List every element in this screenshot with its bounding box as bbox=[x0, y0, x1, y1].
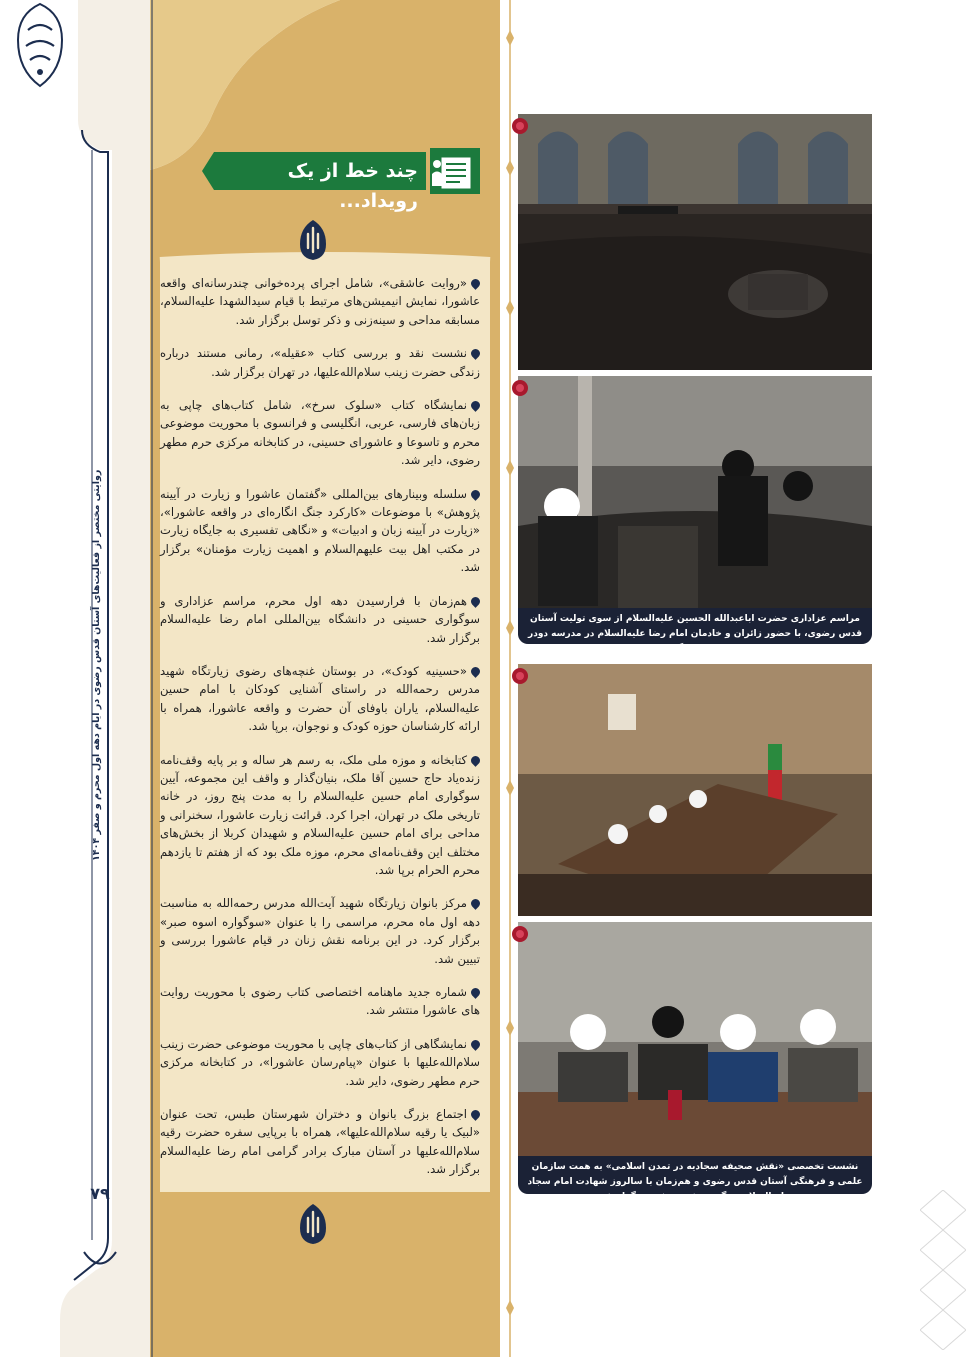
bullet-icon bbox=[469, 399, 482, 412]
hand-ornament-icon bbox=[296, 218, 330, 262]
magazine-logo bbox=[0, 0, 80, 90]
news-item: نمایشگاه کتاب «سلوک سرخ»، شامل کتاب‌های چاپی به زبان‌های فارسی، عربی، انگلیسی و فرانسوی با محوریت موضوعی محرم و تاسوعا و عاشورای حسینی، در کتابخانه مرکزی حرم مطهر رضوی، دایر شد. bbox=[160, 398, 480, 468]
news-item: «حسینیه کودک»، در بوستان غنچه‌های رضوی زیارتگاه شهید مدرس رحمه‌الله در راستای آشنایی کودکان با امام حسین علیه‌السلام، یاران باوفای آن حضرت و واقعه عاشورا، همراه با ارائه کارشناسان حوزه کودک و نوجوان، برپا شد. bbox=[160, 663, 480, 734]
rose-icon bbox=[510, 666, 530, 686]
bullet-icon bbox=[469, 347, 482, 360]
news-item: شماره جدید ماهنامه اختصاصی کتاب رضوی با محوریت روایت های عاشورا منتشر شد. bbox=[160, 985, 480, 1018]
photo-seminar bbox=[518, 922, 872, 1156]
news-item: هم‌زمان با فرارسیدن دهه اول محرم، مراسم عزاداری و سوگواری حسینی در دانشگاه بین‌المللی امام رضا علیه‌السلام برگزار شد. bbox=[160, 593, 480, 645]
photo-courtyard-gathering bbox=[518, 114, 872, 370]
book-icon bbox=[428, 152, 476, 192]
bullet-icon bbox=[469, 665, 482, 678]
photo-caption: مراسم عزاداری حضرت اباعبدالله الحسین علیه‌السلام از سوی تولیت آستان قدس رضوی، با حضور زائران و خادمان امام رضا علیه‌السلام در مدرسه دودر حرم مطهر برگزار شد bbox=[518, 608, 872, 644]
photo-caption: نشست تخصصی «نقش صحیفه سجادیه در تمدن اسلامی» به همت سازمان علمی و فرهنگی آستان قدس رضوی و هم‌زمان با سالروز شهادت امام سجاد علیه‌السلام در گنبد خشتی مشهد برگزار شد bbox=[518, 1156, 872, 1194]
news-list bbox=[160, 274, 480, 1194]
rose-icon bbox=[510, 378, 530, 398]
photo-clerics-ceremony bbox=[518, 376, 872, 610]
photo-meeting-room bbox=[518, 664, 872, 916]
bullet-icon bbox=[469, 1108, 482, 1121]
news-item: نشست نقد و بررسی کتاب «عقیله»، رمانی مستند درباره زندگی حضرت زینب سلام‌الله‌علیها، در تهران برگزار شد. bbox=[160, 346, 480, 379]
bullet-icon bbox=[469, 898, 482, 911]
hand-ornament-icon bbox=[296, 1202, 330, 1246]
news-item: «روایت عاشقی»، شامل اجرای پرده‌خوانی چندرسانه‌ای واقعه عاشورا، نمایش انیمیشن‌های مرتبط با قیام سیدالشهدا علیه‌السلام، مسابقه مداحی و سینه‌زنی و ذکر توسل برگزار شد. bbox=[160, 276, 480, 327]
rose-icon bbox=[510, 116, 530, 136]
bullet-icon bbox=[469, 595, 482, 608]
news-item: کتابخانه و موزه ملی ملک، به رسم هر ساله و بر پایه وقف‌نامه زنده‌یاد حاج حسین آقا ملک، بنیان‌گذار و واقف این مجموعه، آیین سوگواری امام حسین علیه‌السلام را به مدت پنج روز، در خانه تاریخی ملک در تهران، اجرا کرد. قرائت زیارت عاشورا، سخنرانی و مداحی برای امام حسین علیه‌السلام و شهیدان کربلا از بخش‌های مختلف این وقف‌نامه‌ای محرم، موزه ملک بود که از هفتم تا یازدهم محرم الحرام برپا شد. bbox=[160, 752, 480, 877]
strip-frame bbox=[0, 0, 150, 1357]
bullet-icon bbox=[469, 1038, 482, 1051]
bullet-icon bbox=[469, 986, 482, 999]
side-section-label: روایتی مختصر از فعالیت‌های آستان قدس رضوی در ایام دهه اول محرم و صفر ۱۴۰۴ bbox=[91, 469, 102, 861]
news-item: سلسله وبینارهای بین‌المللی «گفتمان عاشورا و زیارت در آیینه پژوهش» با موضوعات «کارکرد جنگ انگاره‌ای در واقعه عاشورا»، «زیارت در آیینه زبان و ادبیات» و «نگاهی تفسیری به جایگاه زیارت در مکتب اهل بیت علیهم‌السلام و اهمیت زیارت مؤمنان» برگزار شد. bbox=[160, 486, 480, 575]
section-heading bbox=[200, 148, 482, 212]
rose-icon bbox=[510, 924, 530, 944]
photo-column bbox=[500, 0, 966, 1357]
bullet-icon bbox=[469, 754, 482, 767]
news-item: نمایشگاهی از کتاب‌های چاپی با محوریت موضوعی حضرت زینب سلام‌الله‌علیها با عنوان «پیام‌رسان عاشورا»، در کتابخانه مرکزی حرم مطهر رضوی، دایر شد. bbox=[160, 1036, 480, 1088]
page-number: ۷۹ bbox=[90, 1184, 110, 1203]
bullet-icon bbox=[469, 488, 482, 501]
left-decorative-strip bbox=[0, 0, 150, 1357]
news-item: اجتماع بزرگ بانوان و دختران شهرستان طبس، تحت عنوان «لبیک یا رقیه سلام‌الله‌علیها»، همراه با برپایی سفره حضرت رقیه سلام‌الله‌علیها در آستان مبارک برادر گرامی امام رضا علیه‌السلام برگزار شد. bbox=[160, 1107, 480, 1177]
heading-title: چند خط از یک رویداد... bbox=[287, 160, 418, 212]
news-item: مرکز بانوان زیارتگاه شهید آیت‌الله مدرس رحمه‌الله به مناسبت دهه اول ماه محرم، مراسمی را با عنوان «سوگواره اسوه صبر» برگزار کرد. در این برنامه نقش زنان در قیام عاشورا بررسی و تبیین شد. bbox=[160, 896, 480, 966]
lattice-ornament bbox=[920, 1190, 966, 1350]
bullet-icon bbox=[469, 277, 482, 290]
